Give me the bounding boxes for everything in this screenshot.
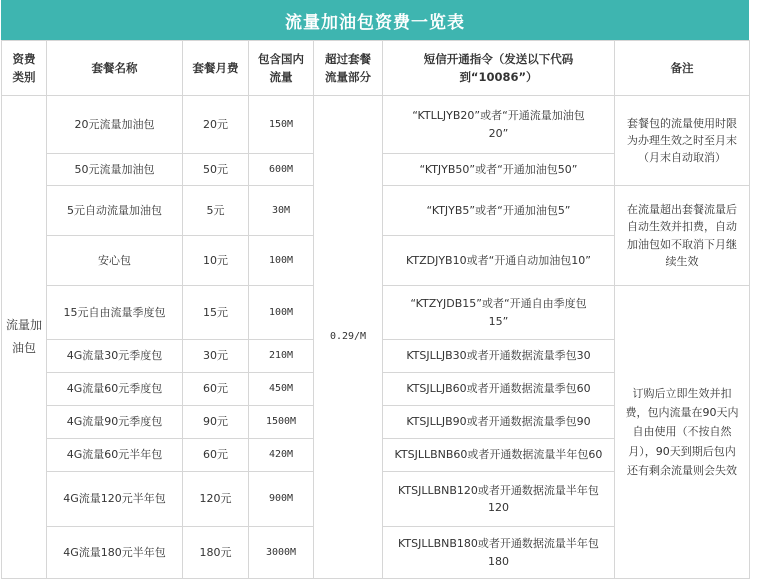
package-fee: 90元	[183, 406, 249, 439]
fee-table-container	[1, 0, 749, 579]
package-flow: 1500M	[249, 406, 314, 439]
sms-command: KTSJLLBNB60或者开通数据流量半年包60	[383, 439, 615, 472]
sms-command: “KTLLJYB20”或者“开通流量加油包 20”	[383, 96, 615, 154]
table-header-row	[2, 41, 750, 96]
fee-table	[1, 40, 750, 579]
sms-command: KTSJLLJB90或者开通数据流量季包90	[383, 406, 615, 439]
header-excess: 超过套餐 流量部分	[314, 41, 383, 96]
package-fee: 10元	[183, 236, 249, 286]
package-name: 20元流量加油包	[47, 96, 183, 154]
sms-command: “KTJYB5”或者“开通加油包5”	[383, 186, 615, 236]
package-fee: 5元	[183, 186, 249, 236]
header-domestic-flow: 包含国内 流量	[249, 41, 314, 96]
package-fee: 120元	[183, 472, 249, 527]
package-flow: 600M	[249, 154, 314, 186]
category-cell: 流量加 油包	[2, 96, 47, 579]
package-fee: 20元	[183, 96, 249, 154]
package-name: 15元自由流量季度包	[47, 286, 183, 340]
sms-command: KTZDJYB10或者“开通自动加油包10”	[383, 236, 615, 286]
sms-command: KTSJLLBNB120或者开通数据流量半年包 120	[383, 472, 615, 527]
package-flow: 100M	[249, 286, 314, 340]
package-flow: 450M	[249, 373, 314, 406]
sms-command: KTSJLLJB60或者开通数据流量季包60	[383, 373, 615, 406]
header-name: 套餐名称	[47, 41, 183, 96]
package-flow: 3000M	[249, 527, 314, 579]
package-name: 5元自动流量加油包	[47, 186, 183, 236]
package-flow: 210M	[249, 340, 314, 373]
package-name: 50元流量加油包	[47, 154, 183, 186]
package-name: 4G流量60元半年包	[47, 439, 183, 472]
package-name: 4G流量60元季度包	[47, 373, 183, 406]
header-notes: 备注	[615, 41, 750, 96]
package-flow: 900M	[249, 472, 314, 527]
package-fee: 15元	[183, 286, 249, 340]
sms-command: “KTZYJDB15”或者“开通自由季度包 15”	[383, 286, 615, 340]
header-fee: 套餐月费	[183, 41, 249, 96]
package-flow: 420M	[249, 439, 314, 472]
package-name: 4G流量180元半年包	[47, 527, 183, 579]
package-flow: 100M	[249, 236, 314, 286]
table-title: 流量加油包资费一览表	[1, 0, 749, 40]
note-cell: 订购后立即生效并扣 费，包内流量在90天内 自由使用（不按自然 月），90天到期后包内 还有剩余流量则会失效	[615, 286, 750, 579]
package-name: 4G流量90元季度包	[47, 406, 183, 439]
sms-command: KTSJLLBNB180或者开通数据流量半年包 180	[383, 527, 615, 579]
package-fee: 60元	[183, 439, 249, 472]
sms-command: KTSJLLJB30或者开通数据流量季包30	[383, 340, 615, 373]
package-flow: 30M	[249, 186, 314, 236]
package-name: 安心包	[47, 236, 183, 286]
table-row	[2, 96, 750, 154]
note-cell: 在流量超出套餐流量后 自动生效并扣费，自动 加油包如不取消下月继 续生效	[615, 186, 750, 286]
sms-command: “KTJYB50”或者“开通加油包50”	[383, 154, 615, 186]
package-fee: 180元	[183, 527, 249, 579]
package-name: 4G流量30元季度包	[47, 340, 183, 373]
excess-price: 0.29/M	[314, 96, 383, 579]
package-flow: 150M	[249, 96, 314, 154]
package-fee: 30元	[183, 340, 249, 373]
header-sms-command: 短信开通指令（发送以下代码 到“10086”）	[383, 41, 615, 96]
package-fee: 50元	[183, 154, 249, 186]
header-category: 资费 类别	[2, 41, 47, 96]
package-fee: 60元	[183, 373, 249, 406]
package-name: 4G流量120元半年包	[47, 472, 183, 527]
note-cell: 套餐包的流量使用时限 为办理生效之时至月末 （月末自动取消）	[615, 96, 750, 186]
